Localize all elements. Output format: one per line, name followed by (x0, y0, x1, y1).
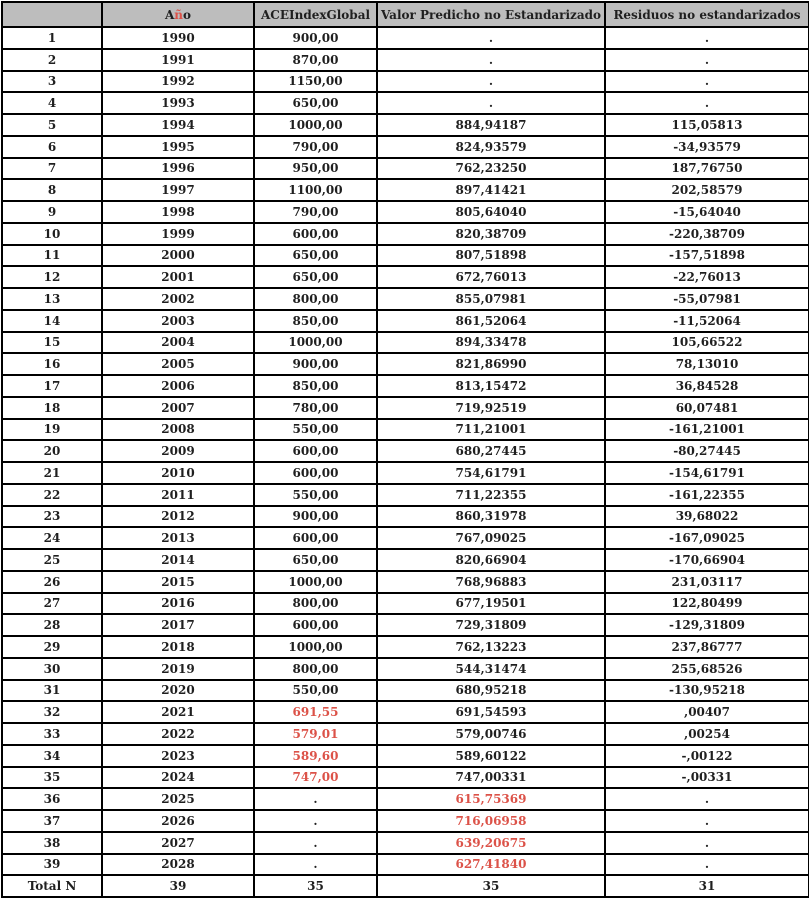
header-aceindexglobal: ACEIndexGlobal (254, 2, 377, 27)
data-cell: . (377, 49, 605, 71)
data-cell: 2013 (102, 527, 254, 549)
data-cell: 691,54593 (377, 701, 605, 723)
table-row (2, 745, 809, 767)
data-cell: 762,13223 (377, 636, 605, 658)
data-cell: 237,86777 (605, 636, 809, 658)
data-cell: 790,00 (254, 201, 377, 223)
row-label-cell: 32 (2, 701, 102, 723)
data-cell: . (605, 788, 809, 810)
row-label-cell: 4 (2, 92, 102, 114)
table-row (2, 636, 809, 658)
table-row (2, 201, 809, 223)
data-cell: -34,93579 (605, 136, 809, 158)
data-cell: 650,00 (254, 92, 377, 114)
data-cell: 870,00 (254, 49, 377, 71)
data-cell: -167,09025 (605, 527, 809, 549)
data-cell: 550,00 (254, 680, 377, 702)
data-cell: 600,00 (254, 527, 377, 549)
data-cell: 2008 (102, 419, 254, 441)
data-cell: . (605, 832, 809, 854)
data-cell: 691,55 (254, 701, 377, 723)
data-cell: 855,07981 (377, 288, 605, 310)
data-cell: 2006 (102, 375, 254, 397)
data-cell: 884,94187 (377, 114, 605, 136)
data-cell: -,00122 (605, 745, 809, 767)
table-row (2, 788, 809, 810)
data-cell: . (605, 71, 809, 93)
header-ano-suffix: o (183, 7, 192, 22)
data-cell: 768,96883 (377, 571, 605, 593)
data-cell: 897,41421 (377, 179, 605, 201)
data-cell: . (254, 854, 377, 876)
data-cell: 589,60 (254, 745, 377, 767)
data-cell: 2028 (102, 854, 254, 876)
data-cell: 1995 (102, 136, 254, 158)
data-cell: -154,61791 (605, 462, 809, 484)
table-row (2, 571, 809, 593)
table-row (2, 440, 809, 462)
data-cell: 1100,00 (254, 179, 377, 201)
row-label-cell: 23 (2, 506, 102, 528)
data-cell: 747,00331 (377, 767, 605, 789)
table-row (2, 288, 809, 310)
data-cell: . (377, 92, 605, 114)
data-cell: -220,38709 (605, 223, 809, 245)
table-row (2, 810, 809, 832)
data-cell: 754,61791 (377, 462, 605, 484)
data-cell: 711,21001 (377, 419, 605, 441)
data-cell: -157,51898 (605, 245, 809, 267)
data-cell: 1150,00 (254, 71, 377, 93)
row-label-cell: 1 (2, 27, 102, 49)
data-cell: 950,00 (254, 158, 377, 180)
table-row (2, 832, 809, 854)
row-label-cell: 29 (2, 636, 102, 658)
data-cell: -15,64040 (605, 201, 809, 223)
data-cell: 729,31809 (377, 614, 605, 636)
data-cell: 850,00 (254, 375, 377, 397)
data-cell: -161,22355 (605, 484, 809, 506)
data-cell: . (254, 788, 377, 810)
row-label-cell: 20 (2, 440, 102, 462)
data-cell: -,00331 (605, 767, 809, 789)
row-label-cell: 13 (2, 288, 102, 310)
data-cell: 716,06958 (377, 810, 605, 832)
data-cell: 767,09025 (377, 527, 605, 549)
data-cell: 650,00 (254, 549, 377, 571)
row-label-cell: 11 (2, 245, 102, 267)
data-cell: 860,31978 (377, 506, 605, 528)
data-cell: . (254, 832, 377, 854)
data-cell: 115,05813 (605, 114, 809, 136)
data-cell: 813,15472 (377, 375, 605, 397)
data-cell: -55,07981 (605, 288, 809, 310)
data-cell: 231,03117 (605, 571, 809, 593)
table-row (2, 266, 809, 288)
data-cell: 1999 (102, 223, 254, 245)
data-cell: 800,00 (254, 288, 377, 310)
data-cell: 805,64040 (377, 201, 605, 223)
data-cell: 824,93579 (377, 136, 605, 158)
table-row (2, 658, 809, 680)
table-row (2, 158, 809, 180)
data-cell: 1998 (102, 201, 254, 223)
row-label-cell: 17 (2, 375, 102, 397)
data-cell: 2024 (102, 767, 254, 789)
row-label-cell: 26 (2, 571, 102, 593)
header-valor-predicho: Valor Predicho no Estandarizado (377, 2, 605, 27)
data-cell: 2009 (102, 440, 254, 462)
data-cell: 255,68526 (605, 658, 809, 680)
data-cell: 2004 (102, 332, 254, 354)
data-cell: 579,00746 (377, 723, 605, 745)
data-cell: 820,38709 (377, 223, 605, 245)
data-cell: 639,20675 (377, 832, 605, 854)
row-label-cell: 38 (2, 832, 102, 854)
row-label-cell: 39 (2, 854, 102, 876)
data-cell: 2002 (102, 288, 254, 310)
data-cell: 600,00 (254, 614, 377, 636)
table-row (2, 549, 809, 571)
data-cell: 2003 (102, 310, 254, 332)
data-cell: 1994 (102, 114, 254, 136)
data-cell: 900,00 (254, 27, 377, 49)
row-label-cell: 22 (2, 484, 102, 506)
header-row-number (2, 2, 102, 27)
row-label-cell: 37 (2, 810, 102, 832)
data-cell: 2021 (102, 701, 254, 723)
data-cell: 2007 (102, 397, 254, 419)
data-cell: 677,19501 (377, 593, 605, 615)
data-cell: 2017 (102, 614, 254, 636)
data-cell: 1993 (102, 92, 254, 114)
table-row (2, 375, 809, 397)
header-ano-red-char: ñ (174, 7, 184, 22)
data-cell: 202,58579 (605, 179, 809, 201)
data-cell: 105,66522 (605, 332, 809, 354)
data-cell: ,00407 (605, 701, 809, 723)
table-row (2, 353, 809, 375)
row-label-cell: 12 (2, 266, 102, 288)
data-cell: 807,51898 (377, 245, 605, 267)
data-cell: 900,00 (254, 506, 377, 528)
data-cell: 2023 (102, 745, 254, 767)
row-label-cell: 34 (2, 745, 102, 767)
table-row (2, 310, 809, 332)
row-label-cell: 36 (2, 788, 102, 810)
data-cell: 680,27445 (377, 440, 605, 462)
row-label-cell: 14 (2, 310, 102, 332)
table-row (2, 701, 809, 723)
table-row (2, 49, 809, 71)
data-cell: -80,27445 (605, 440, 809, 462)
row-label-cell: 28 (2, 614, 102, 636)
row-label-cell: 33 (2, 723, 102, 745)
table-row (2, 245, 809, 267)
data-cell: 2022 (102, 723, 254, 745)
data-cell: -11,52064 (605, 310, 809, 332)
row-label-cell: 16 (2, 353, 102, 375)
data-cell: . (605, 27, 809, 49)
data-cell: 31 (605, 875, 809, 897)
data-cell: 1990 (102, 27, 254, 49)
data-cell: 821,86990 (377, 353, 605, 375)
table-row (2, 680, 809, 702)
data-cell: 39 (102, 875, 254, 897)
table-row (2, 462, 809, 484)
table-body (2, 27, 809, 897)
row-label-cell: 2 (2, 49, 102, 71)
row-label-cell: 15 (2, 332, 102, 354)
data-cell: 780,00 (254, 397, 377, 419)
data-cell: -22,76013 (605, 266, 809, 288)
data-cell: 1000,00 (254, 636, 377, 658)
data-cell: 2020 (102, 680, 254, 702)
data-cell: 35 (377, 875, 605, 897)
data-cell: 2015 (102, 571, 254, 593)
data-cell: 2027 (102, 832, 254, 854)
data-cell: . (605, 854, 809, 876)
table-row (2, 854, 809, 876)
case-summaries-table (1, 1, 809, 898)
table-row (2, 92, 809, 114)
data-cell: 762,23250 (377, 158, 605, 180)
data-cell: 1000,00 (254, 571, 377, 593)
data-cell: 2014 (102, 549, 254, 571)
data-cell: 78,13010 (605, 353, 809, 375)
data-cell: 35 (254, 875, 377, 897)
data-cell: 544,31474 (377, 658, 605, 680)
table-row (2, 397, 809, 419)
statistics-table-container (0, 1, 809, 898)
table-row (2, 27, 809, 49)
data-cell: 1991 (102, 49, 254, 71)
table-row (2, 614, 809, 636)
data-cell: 122,80499 (605, 593, 809, 615)
table-row (2, 767, 809, 789)
table-row (2, 136, 809, 158)
data-cell: 2016 (102, 593, 254, 615)
data-cell: 2025 (102, 788, 254, 810)
data-cell: ,00254 (605, 723, 809, 745)
table-row (2, 527, 809, 549)
data-cell: 1000,00 (254, 332, 377, 354)
data-cell: 1996 (102, 158, 254, 180)
data-cell: 650,00 (254, 245, 377, 267)
header-residuos: Residuos no estandarizados (605, 2, 809, 27)
data-cell: -161,21001 (605, 419, 809, 441)
data-cell: -129,31809 (605, 614, 809, 636)
row-label-cell: 18 (2, 397, 102, 419)
data-cell: 711,22355 (377, 484, 605, 506)
header-row (2, 2, 809, 27)
data-cell: 600,00 (254, 462, 377, 484)
row-label-cell: 10 (2, 223, 102, 245)
data-cell: . (605, 810, 809, 832)
data-cell: 2019 (102, 658, 254, 680)
data-cell: . (605, 92, 809, 114)
data-cell: . (254, 810, 377, 832)
data-cell: 36,84528 (605, 375, 809, 397)
row-label-cell: Total N (2, 875, 102, 897)
data-cell: 2026 (102, 810, 254, 832)
row-label-cell: 24 (2, 527, 102, 549)
data-cell: 1000,00 (254, 114, 377, 136)
table-row (2, 332, 809, 354)
data-cell: 627,41840 (377, 854, 605, 876)
total-row (2, 875, 809, 897)
data-cell: 2018 (102, 636, 254, 658)
data-cell: 60,07481 (605, 397, 809, 419)
row-label-cell: 25 (2, 549, 102, 571)
data-cell: 579,01 (254, 723, 377, 745)
data-cell: -130,95218 (605, 680, 809, 702)
data-cell: 1997 (102, 179, 254, 201)
row-label-cell: 31 (2, 680, 102, 702)
data-cell: 550,00 (254, 419, 377, 441)
row-label-cell: 3 (2, 71, 102, 93)
data-cell: 2010 (102, 462, 254, 484)
row-label-cell: 5 (2, 114, 102, 136)
table-row (2, 114, 809, 136)
data-cell: 2001 (102, 266, 254, 288)
header-ano (102, 2, 254, 27)
data-cell: 650,00 (254, 266, 377, 288)
data-cell: . (377, 27, 605, 49)
data-cell: 600,00 (254, 223, 377, 245)
row-label-cell: 27 (2, 593, 102, 615)
data-cell: 894,33478 (377, 332, 605, 354)
table-row (2, 593, 809, 615)
header-ano-prefix: A (164, 7, 175, 22)
data-cell: 680,95218 (377, 680, 605, 702)
data-cell: 2012 (102, 506, 254, 528)
table-row (2, 723, 809, 745)
table-row (2, 179, 809, 201)
row-label-cell: 35 (2, 767, 102, 789)
data-cell: . (377, 71, 605, 93)
data-cell: 900,00 (254, 353, 377, 375)
data-cell: 1992 (102, 71, 254, 93)
table-row (2, 506, 809, 528)
row-label-cell: 21 (2, 462, 102, 484)
data-cell: 2005 (102, 353, 254, 375)
row-label-cell: 8 (2, 179, 102, 201)
data-cell: 820,66904 (377, 549, 605, 571)
data-cell: . (605, 49, 809, 71)
data-cell: 187,76750 (605, 158, 809, 180)
data-cell: 850,00 (254, 310, 377, 332)
data-cell: 672,76013 (377, 266, 605, 288)
table-row (2, 484, 809, 506)
data-cell: 719,92519 (377, 397, 605, 419)
data-cell: 800,00 (254, 593, 377, 615)
data-cell: 747,00 (254, 767, 377, 789)
row-label-cell: 9 (2, 201, 102, 223)
data-cell: 615,75369 (377, 788, 605, 810)
row-label-cell: 30 (2, 658, 102, 680)
data-cell: 2011 (102, 484, 254, 506)
row-label-cell: 6 (2, 136, 102, 158)
data-cell: 589,60122 (377, 745, 605, 767)
table-row (2, 419, 809, 441)
data-cell: 550,00 (254, 484, 377, 506)
data-cell: 861,52064 (377, 310, 605, 332)
data-cell: 39,68022 (605, 506, 809, 528)
table-row (2, 223, 809, 245)
data-cell: 2000 (102, 245, 254, 267)
row-label-cell: 19 (2, 419, 102, 441)
data-cell: 800,00 (254, 658, 377, 680)
data-cell: -170,66904 (605, 549, 809, 571)
data-cell: 600,00 (254, 440, 377, 462)
row-label-cell: 7 (2, 158, 102, 180)
data-cell: 790,00 (254, 136, 377, 158)
table-row (2, 71, 809, 93)
